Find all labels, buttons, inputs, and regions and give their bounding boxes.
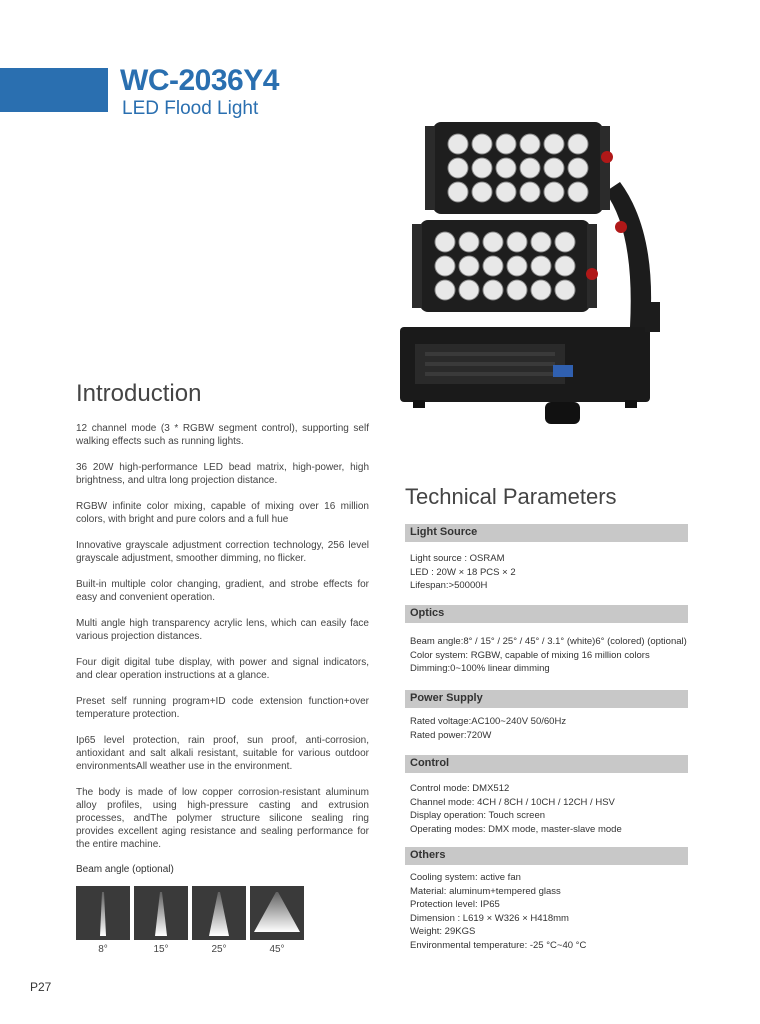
spec-line: Beam angle:8° / 15° / 25° / 45° / 3.1° (white)6° (colored) (optional) — [410, 636, 687, 647]
section-title: Others — [410, 849, 446, 861]
intro-paragraph: Multi angle high transparency acrylic lens, which can easily face various projection distances. — [76, 618, 369, 642]
spec-line: Dimming:0~100% linear dimming — [410, 663, 550, 674]
intro-paragraph: Built-in multiple color changing, gradient, and strobe effects for easy and convenient operation. — [76, 579, 369, 603]
intro-paragraph: Preset self running program+ID code extension function+over temperature protection. — [76, 696, 369, 720]
led-lens — [435, 232, 455, 252]
led-lens — [435, 280, 455, 300]
spec-line: Rated power:720W — [410, 729, 492, 741]
section-bar-control — [405, 755, 688, 773]
spec-list-control — [410, 782, 690, 836]
led-lens — [459, 256, 479, 276]
led-lens — [531, 256, 551, 276]
intro-paragraph: Four digit digital tube display, with power and signal indicators, and clear operation instructions at a glance. — [76, 657, 369, 681]
page-number: P27 — [30, 980, 52, 994]
intro-paragraph: 12 channel mode (3 * RGBW segment control), supporting self walking effects such as running lights. — [76, 423, 369, 447]
led-lens — [555, 256, 575, 276]
spec-line: Color system: RGBW, capable of mixing 16 million colors — [410, 649, 650, 661]
section-bar-optics — [405, 605, 688, 623]
intro-paragraph: 36 20W high-performance LED bead matrix, high-power, high brightness, and ultra long projection distance. — [76, 462, 369, 486]
led-lens — [483, 280, 503, 300]
led-lens — [531, 280, 551, 300]
beam-label: 15° — [153, 944, 169, 955]
led-lens — [544, 158, 564, 178]
led-lens — [435, 256, 455, 276]
model-title: WC-2036Y4 — [120, 64, 279, 97]
product-subtitle: LED Flood Light — [122, 98, 259, 119]
led-lens — [520, 182, 540, 202]
led-lens — [520, 158, 540, 178]
introduction-heading: Introduction — [76, 380, 202, 407]
section-title: Control — [410, 757, 450, 769]
spec-list-light-source — [410, 552, 690, 593]
spec-line: Material: aluminum+tempered glass — [410, 885, 561, 897]
spec-list-others — [410, 871, 690, 952]
section-bar-light-source — [405, 524, 688, 542]
led-lens — [555, 232, 575, 252]
intro-paragraph: The body is made of low copper corrosion-resistant aluminum alloy profiles, using high-pressure casting and extrusion processes, andThe polymer structure silicone sealing ring provides excellent aging resistance and sealing performance for the entire machine. — [76, 787, 369, 850]
led-lens — [448, 182, 468, 202]
led-lens — [507, 232, 527, 252]
beam-label: 45° — [269, 944, 285, 955]
spec-line: Weight: 29KGS — [410, 926, 476, 937]
section-title: Light Source — [410, 526, 478, 538]
beam-45-icon — [250, 886, 304, 940]
spec-line: Control mode: DMX512 — [410, 783, 510, 794]
beam-25-icon — [192, 886, 246, 940]
led-lens — [544, 182, 564, 202]
section-bar-power-supply — [405, 690, 688, 708]
spec-line: Dimension : L619 × W326 × H418mm — [410, 912, 569, 924]
spec-list-optics — [410, 635, 690, 676]
led-lens — [531, 232, 551, 252]
section-bar-others — [405, 847, 688, 865]
intro-paragraph: RGBW infinite color mixing, capable of mixing over 16 million colors, with bright and pure colors and a full hue — [76, 501, 369, 525]
intro-paragraph: Ip65 level protection, rain proof, sun proof, anti-corrosion, antioxidant and salt alkali resistant, suitable for various outdoor environmentsAll weather use in the environment. — [76, 735, 369, 772]
led-lens — [472, 134, 492, 154]
spec-line: Light source : OSRAM — [410, 553, 505, 564]
led-lens — [472, 182, 492, 202]
spec-line: Display operation: Touch screen — [410, 810, 546, 821]
spec-line: Rated voltage:AC100~240V 50/60Hz — [410, 716, 567, 727]
spec-line: Lifespan:>50000H — [410, 580, 488, 591]
beam-label: 8° — [98, 944, 108, 955]
header-accent-bar — [0, 68, 108, 112]
section-title: Power Supply — [410, 692, 483, 704]
flood-light-product-image — [395, 112, 665, 427]
led-lens — [507, 256, 527, 276]
section-title: Optics — [410, 607, 445, 619]
led-lens — [568, 182, 588, 202]
beam-label: 25° — [211, 944, 227, 955]
led-lens — [555, 280, 575, 300]
led-lens — [568, 134, 588, 154]
spec-line: LED : 20W × 18 PCS × 2 — [410, 566, 516, 578]
beam-angle-heading: Beam angle (optional) — [76, 864, 174, 875]
beam-8-icon — [76, 886, 130, 940]
technical-parameters-heading: Technical Parameters — [405, 484, 617, 509]
led-lens — [496, 134, 516, 154]
spec-line: Channel mode: 4CH / 8CH / 10CH / 12CH / HSV — [410, 796, 615, 808]
led-lens — [472, 158, 492, 178]
led-lens — [459, 232, 479, 252]
led-lens — [483, 232, 503, 252]
led-lens — [496, 158, 516, 178]
spec-line: Cooling system: active fan — [410, 872, 521, 883]
led-lens — [448, 158, 468, 178]
beam-15-icon — [134, 886, 188, 940]
led-lens — [496, 182, 516, 202]
spec-list-power-supply — [410, 715, 690, 742]
spec-line: Operating modes: DMX mode, master-slave mode — [410, 823, 622, 835]
led-lens — [448, 134, 468, 154]
led-lens — [507, 280, 527, 300]
intro-paragraph: Innovative grayscale adjustment correction technology, 256 level grayscale adjustment, smoother dimming, no flicker. — [76, 540, 369, 564]
led-lens — [520, 134, 540, 154]
spec-line: Protection level: IP65 — [410, 899, 500, 910]
led-lens — [483, 256, 503, 276]
spec-line: Environmental temperature: -25 °C~40 °C — [410, 939, 587, 951]
led-lens — [459, 280, 479, 300]
led-lens — [544, 134, 564, 154]
led-lens — [568, 158, 588, 178]
